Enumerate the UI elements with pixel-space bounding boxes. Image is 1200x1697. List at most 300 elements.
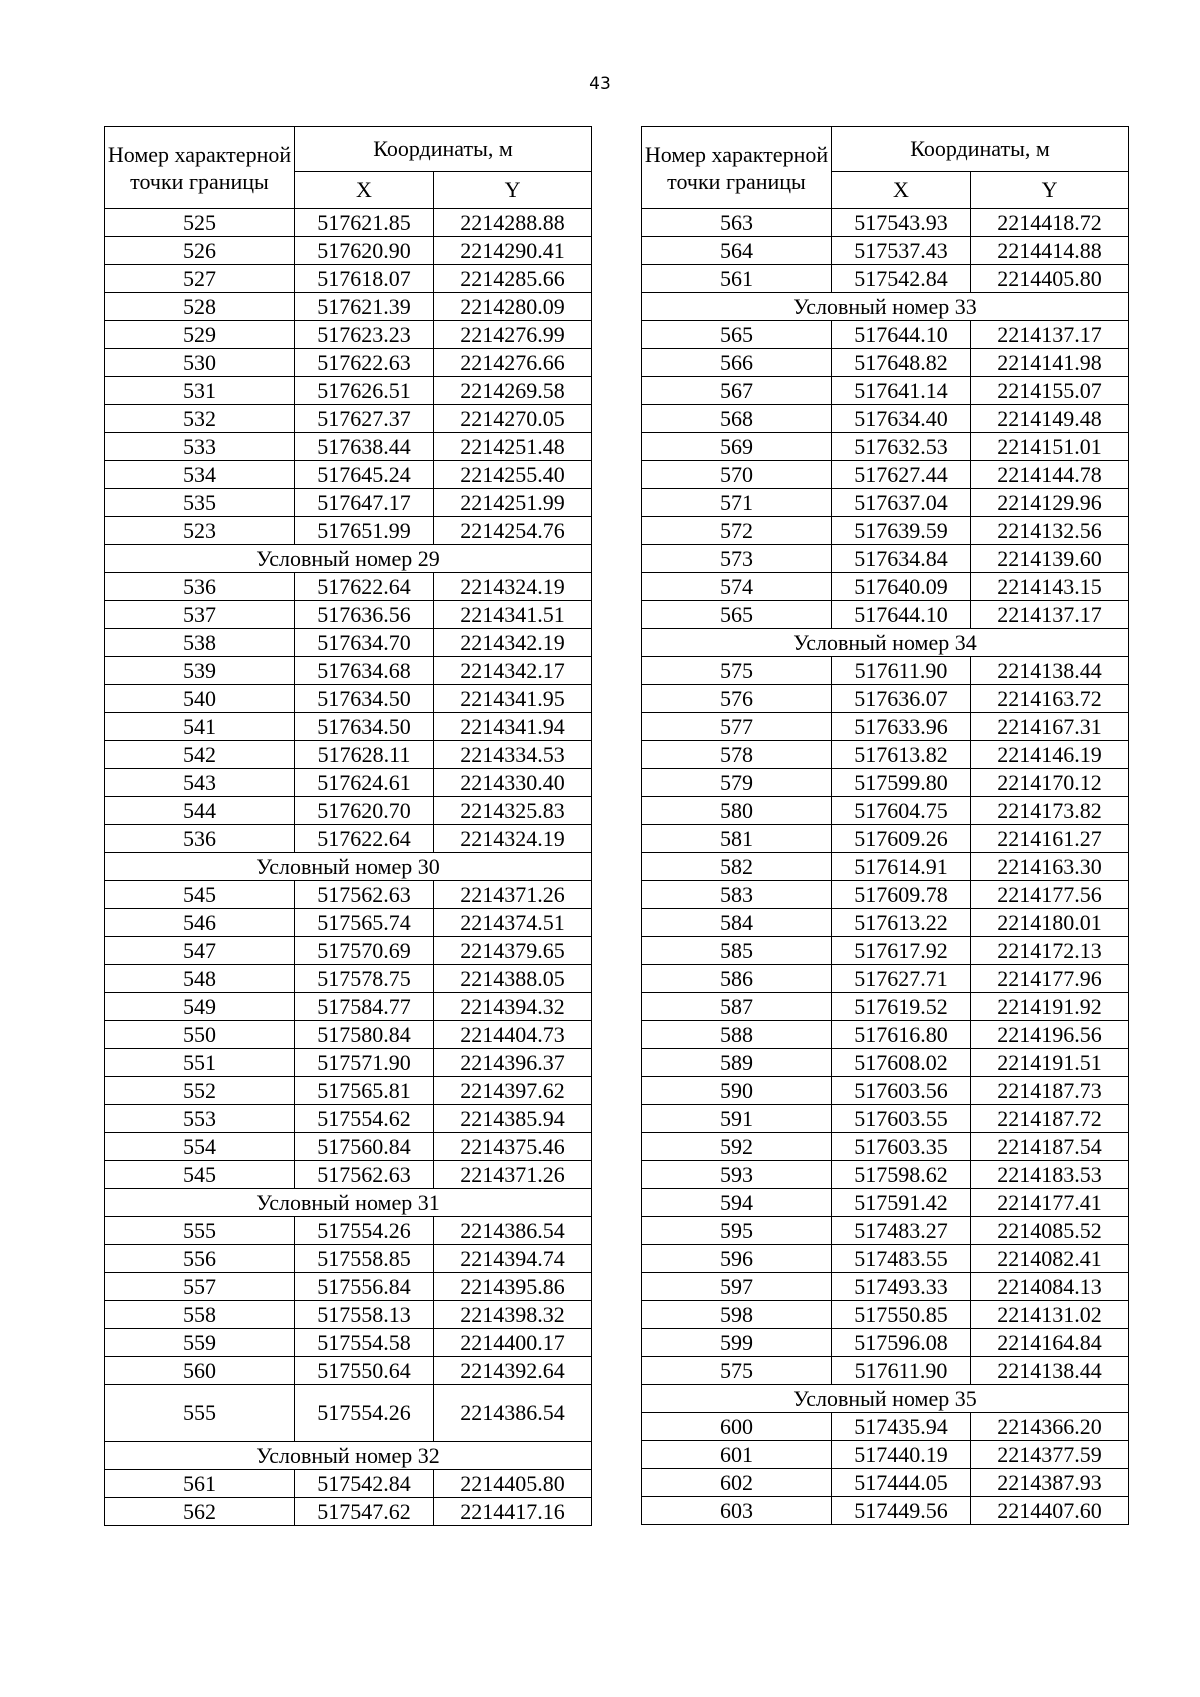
x-coordinate-cell: 517617.92: [832, 937, 971, 965]
x-coordinate-cell: 517622.64: [295, 573, 434, 601]
point-number-cell: 575: [642, 657, 832, 685]
point-number-cell: 537: [105, 601, 295, 629]
y-coordinate-cell: 2214418.72: [971, 209, 1129, 237]
table-row: [105, 1357, 592, 1385]
x-coordinate-cell: 517598.62: [832, 1161, 971, 1189]
table-row: [105, 1329, 592, 1357]
section-row: [642, 293, 1129, 321]
x-coordinate-cell: 517620.70: [295, 797, 434, 825]
y-coordinate-cell: 2214379.65: [434, 937, 592, 965]
y-coordinate-cell: 2214137.17: [971, 601, 1129, 629]
table-row: [642, 1189, 1129, 1217]
point-number-cell: 555: [105, 1385, 295, 1442]
section-label: Условный номер 29: [105, 545, 592, 573]
point-number-cell: 539: [105, 657, 295, 685]
table-row: [105, 265, 592, 293]
y-coordinate-cell: 2214149.48: [971, 405, 1129, 433]
x-coordinate-cell: 517647.17: [295, 489, 434, 517]
table-row: [642, 1077, 1129, 1105]
y-coordinate-cell: 2214404.73: [434, 1021, 592, 1049]
table-row: [105, 405, 592, 433]
table-row: [642, 1161, 1129, 1189]
y-coordinate-cell: 2214132.56: [971, 517, 1129, 545]
header-point-number: Номер характерной точки границы: [105, 127, 295, 209]
point-number-cell: 572: [642, 517, 832, 545]
table-row: [642, 685, 1129, 713]
y-coordinate-cell: 2214324.19: [434, 573, 592, 601]
x-coordinate-cell: 517565.81: [295, 1077, 434, 1105]
table-row: [642, 489, 1129, 517]
point-number-cell: 532: [105, 405, 295, 433]
point-number-cell: 535: [105, 489, 295, 517]
point-number-cell: 579: [642, 769, 832, 797]
page-number: 43: [589, 74, 611, 94]
x-coordinate-cell: 517596.08: [832, 1329, 971, 1357]
table-row: [105, 349, 592, 377]
y-coordinate-cell: 2214397.62: [434, 1077, 592, 1105]
x-coordinate-cell: 517440.19: [832, 1441, 971, 1469]
point-number-cell: 554: [105, 1133, 295, 1161]
x-coordinate-cell: 517444.05: [832, 1469, 971, 1497]
table-row: [105, 1217, 592, 1245]
y-coordinate-cell: 2214191.51: [971, 1049, 1129, 1077]
point-number-cell: 543: [105, 769, 295, 797]
point-number-cell: 567: [642, 377, 832, 405]
point-number-cell: 559: [105, 1329, 295, 1357]
table-row: [105, 937, 592, 965]
point-number-cell: 601: [642, 1441, 832, 1469]
point-number-cell: 564: [642, 237, 832, 265]
header-coordinates: Координаты, м: [832, 127, 1129, 172]
section-row: [105, 1189, 592, 1217]
point-number-cell: 557: [105, 1273, 295, 1301]
y-coordinate-cell: 2214414.88: [971, 237, 1129, 265]
y-coordinate-cell: 2214139.60: [971, 545, 1129, 573]
y-coordinate-cell: 2214196.56: [971, 1021, 1129, 1049]
table-row: [105, 741, 592, 769]
table-row: [642, 769, 1129, 797]
y-coordinate-cell: 2214131.02: [971, 1301, 1129, 1329]
x-coordinate-cell: 517558.13: [295, 1301, 434, 1329]
table-row: [105, 1385, 592, 1442]
table-row: [105, 1161, 592, 1189]
y-coordinate-cell: 2214400.17: [434, 1329, 592, 1357]
y-coordinate-cell: 2214342.19: [434, 629, 592, 657]
y-coordinate-cell: 2214085.52: [971, 1217, 1129, 1245]
point-number-cell: 582: [642, 853, 832, 881]
x-coordinate-cell: 517449.56: [832, 1497, 971, 1525]
table-row: [642, 1049, 1129, 1077]
table-row: [642, 909, 1129, 937]
table-row: [105, 713, 592, 741]
point-number-cell: 541: [105, 713, 295, 741]
x-coordinate-cell: 517542.84: [832, 265, 971, 293]
x-coordinate-cell: 517604.75: [832, 797, 971, 825]
x-coordinate-cell: 517621.39: [295, 293, 434, 321]
y-coordinate-cell: 2214341.94: [434, 713, 592, 741]
x-coordinate-cell: 517554.62: [295, 1105, 434, 1133]
point-number-cell: 576: [642, 685, 832, 713]
point-number-cell: 575: [642, 1357, 832, 1385]
y-coordinate-cell: 2214163.72: [971, 685, 1129, 713]
x-coordinate-cell: 517633.96: [832, 713, 971, 741]
table-row: [105, 601, 592, 629]
point-number-cell: 538: [105, 629, 295, 657]
table-row: [105, 237, 592, 265]
y-coordinate-cell: 2214375.46: [434, 1133, 592, 1161]
table-row: [642, 937, 1129, 965]
x-coordinate-cell: 517627.71: [832, 965, 971, 993]
x-coordinate-cell: 517483.27: [832, 1217, 971, 1245]
y-coordinate-cell: 2214180.01: [971, 909, 1129, 937]
y-coordinate-cell: 2214187.73: [971, 1077, 1129, 1105]
table-row: [642, 741, 1129, 769]
x-coordinate-cell: 517580.84: [295, 1021, 434, 1049]
table-row: [642, 1105, 1129, 1133]
x-coordinate-cell: 517651.99: [295, 517, 434, 545]
point-number-cell: 565: [642, 601, 832, 629]
x-coordinate-cell: 517621.85: [295, 209, 434, 237]
table-row: [642, 825, 1129, 853]
x-coordinate-cell: 517619.52: [832, 993, 971, 1021]
table-row: [105, 461, 592, 489]
y-coordinate-cell: 2214394.32: [434, 993, 592, 1021]
y-coordinate-cell: 2214141.98: [971, 349, 1129, 377]
point-number-cell: 536: [105, 573, 295, 601]
point-number-cell: 602: [642, 1469, 832, 1497]
point-number-cell: 545: [105, 1161, 295, 1189]
y-coordinate-cell: 2214387.93: [971, 1469, 1129, 1497]
y-coordinate-cell: 2214334.53: [434, 741, 592, 769]
point-number-cell: 530: [105, 349, 295, 377]
point-number-cell: 577: [642, 713, 832, 741]
point-number-cell: 547: [105, 937, 295, 965]
header-x: X: [832, 172, 971, 209]
table-row: [105, 1301, 592, 1329]
table-row: [105, 1470, 592, 1498]
point-number-cell: 600: [642, 1413, 832, 1441]
point-number-cell: 550: [105, 1021, 295, 1049]
section-label: Условный номер 32: [105, 1442, 592, 1470]
y-coordinate-cell: 2214138.44: [971, 657, 1129, 685]
x-coordinate-cell: 517603.55: [832, 1105, 971, 1133]
section-label: Условный номер 34: [642, 629, 1129, 657]
y-coordinate-cell: 2214163.30: [971, 853, 1129, 881]
point-number-cell: 603: [642, 1497, 832, 1525]
point-number-cell: 578: [642, 741, 832, 769]
table-row: [105, 293, 592, 321]
point-number-cell: 590: [642, 1077, 832, 1105]
point-number-cell: 552: [105, 1077, 295, 1105]
y-coordinate-cell: 2214187.54: [971, 1133, 1129, 1161]
table-row: [642, 237, 1129, 265]
point-number-cell: 553: [105, 1105, 295, 1133]
y-coordinate-cell: 2214386.54: [434, 1385, 592, 1442]
point-number-cell: 580: [642, 797, 832, 825]
point-number-cell: 551: [105, 1049, 295, 1077]
point-number-cell: 571: [642, 489, 832, 517]
point-number-cell: 536: [105, 825, 295, 853]
point-number-cell: 585: [642, 937, 832, 965]
x-coordinate-cell: 517641.14: [832, 377, 971, 405]
x-coordinate-cell: 517556.84: [295, 1273, 434, 1301]
point-number-cell: 592: [642, 1133, 832, 1161]
y-coordinate-cell: 2214164.84: [971, 1329, 1129, 1357]
x-coordinate-cell: 517603.35: [832, 1133, 971, 1161]
x-coordinate-cell: 517542.84: [295, 1470, 434, 1498]
y-coordinate-cell: 2214280.09: [434, 293, 592, 321]
point-number-cell: 534: [105, 461, 295, 489]
point-number-cell: 531: [105, 377, 295, 405]
section-row: [642, 1385, 1129, 1413]
y-coordinate-cell: 2214276.99: [434, 321, 592, 349]
table-row: [105, 1049, 592, 1077]
point-number-cell: 561: [642, 265, 832, 293]
table-row: [105, 377, 592, 405]
y-coordinate-cell: 2214341.95: [434, 685, 592, 713]
table-row: [642, 1357, 1129, 1385]
table-row: [642, 209, 1129, 237]
section-row: [642, 629, 1129, 657]
point-number-cell: 596: [642, 1245, 832, 1273]
section-row: [105, 1442, 592, 1470]
y-coordinate-cell: 2214385.94: [434, 1105, 592, 1133]
table-row: [642, 377, 1129, 405]
x-coordinate-cell: 517611.90: [832, 657, 971, 685]
section-label: Условный номер 33: [642, 293, 1129, 321]
y-coordinate-cell: 2214371.26: [434, 1161, 592, 1189]
point-number-cell: 523: [105, 517, 295, 545]
point-number-cell: 591: [642, 1105, 832, 1133]
y-coordinate-cell: 2214143.15: [971, 573, 1129, 601]
point-number-cell: 583: [642, 881, 832, 909]
point-number-cell: 544: [105, 797, 295, 825]
point-number-cell: 549: [105, 993, 295, 1021]
point-number-cell: 569: [642, 433, 832, 461]
table-row: [105, 909, 592, 937]
point-number-cell: 545: [105, 881, 295, 909]
point-number-cell: 597: [642, 1273, 832, 1301]
y-coordinate-cell: 2214177.41: [971, 1189, 1129, 1217]
y-coordinate-cell: 2214183.53: [971, 1161, 1129, 1189]
x-coordinate-cell: 517622.64: [295, 825, 434, 853]
x-coordinate-cell: 517609.78: [832, 881, 971, 909]
table-row: [105, 1021, 592, 1049]
point-number-cell: 525: [105, 209, 295, 237]
x-coordinate-cell: 517632.53: [832, 433, 971, 461]
point-number-cell: 599: [642, 1329, 832, 1357]
point-number-cell: 527: [105, 265, 295, 293]
point-number-cell: 529: [105, 321, 295, 349]
header-y: Y: [971, 172, 1129, 209]
point-number-cell: 595: [642, 1217, 832, 1245]
point-number-cell: 546: [105, 909, 295, 937]
y-coordinate-cell: 2214388.05: [434, 965, 592, 993]
point-number-cell: 556: [105, 1245, 295, 1273]
point-number-cell: 558: [105, 1301, 295, 1329]
x-coordinate-cell: 517627.44: [832, 461, 971, 489]
y-coordinate-cell: 2214405.80: [971, 265, 1129, 293]
table-row: [642, 1021, 1129, 1049]
point-number-cell: 562: [105, 1498, 295, 1526]
table-row: [105, 685, 592, 713]
header-y: Y: [434, 172, 592, 209]
y-coordinate-cell: 2214394.74: [434, 1245, 592, 1273]
x-coordinate-cell: 517638.44: [295, 433, 434, 461]
y-coordinate-cell: 2214161.27: [971, 825, 1129, 853]
point-number-cell: 593: [642, 1161, 832, 1189]
x-coordinate-cell: 517562.63: [295, 881, 434, 909]
point-number-cell: 589: [642, 1049, 832, 1077]
table-row: [642, 349, 1129, 377]
table-row: [105, 881, 592, 909]
y-coordinate-cell: 2214151.01: [971, 433, 1129, 461]
y-coordinate-cell: 2214395.86: [434, 1273, 592, 1301]
section-label: Условный номер 31: [105, 1189, 592, 1217]
x-coordinate-cell: 517627.37: [295, 405, 434, 433]
table-row: [105, 1498, 592, 1526]
y-coordinate-cell: 2214398.32: [434, 1301, 592, 1329]
point-number-cell: 568: [642, 405, 832, 433]
point-number-cell: 581: [642, 825, 832, 853]
point-number-cell: 594: [642, 1189, 832, 1217]
table-row: [105, 573, 592, 601]
table-row: [642, 405, 1129, 433]
table-row: [105, 1077, 592, 1105]
table-row: [642, 657, 1129, 685]
table-row: [642, 1497, 1129, 1525]
y-coordinate-cell: 2214191.92: [971, 993, 1129, 1021]
point-number-cell: 565: [642, 321, 832, 349]
y-coordinate-cell: 2214269.58: [434, 377, 592, 405]
x-coordinate-cell: 517611.90: [832, 1357, 971, 1385]
x-coordinate-cell: 517537.43: [832, 237, 971, 265]
point-number-cell: 542: [105, 741, 295, 769]
y-coordinate-cell: 2214082.41: [971, 1245, 1129, 1273]
x-coordinate-cell: 517622.63: [295, 349, 434, 377]
point-number-cell: 588: [642, 1021, 832, 1049]
y-coordinate-cell: 2214255.40: [434, 461, 592, 489]
x-coordinate-cell: 517613.82: [832, 741, 971, 769]
table-row: [105, 965, 592, 993]
y-coordinate-cell: 2214288.88: [434, 209, 592, 237]
x-coordinate-cell: 517614.91: [832, 853, 971, 881]
x-coordinate-cell: 517634.40: [832, 405, 971, 433]
x-coordinate-cell: 517618.07: [295, 265, 434, 293]
section-label: Условный номер 30: [105, 853, 592, 881]
y-coordinate-cell: 2214371.26: [434, 881, 592, 909]
y-coordinate-cell: 2214374.51: [434, 909, 592, 937]
table-row: [642, 573, 1129, 601]
x-coordinate-cell: 517603.56: [832, 1077, 971, 1105]
y-coordinate-cell: 2214170.12: [971, 769, 1129, 797]
x-coordinate-cell: 517554.26: [295, 1385, 434, 1442]
y-coordinate-cell: 2214177.56: [971, 881, 1129, 909]
header-x: X: [295, 172, 434, 209]
x-coordinate-cell: 517634.70: [295, 629, 434, 657]
x-coordinate-cell: 517634.50: [295, 713, 434, 741]
table-row: [642, 545, 1129, 573]
x-coordinate-cell: 517570.69: [295, 937, 434, 965]
x-coordinate-cell: 517644.10: [832, 601, 971, 629]
x-coordinate-cell: 517609.26: [832, 825, 971, 853]
x-coordinate-cell: 517554.26: [295, 1217, 434, 1245]
x-coordinate-cell: 517634.50: [295, 685, 434, 713]
table-row: [105, 797, 592, 825]
coordinates-table-left: [104, 126, 592, 1526]
y-coordinate-cell: 2214290.41: [434, 237, 592, 265]
x-coordinate-cell: 517578.75: [295, 965, 434, 993]
point-number-cell: 548: [105, 965, 295, 993]
point-number-cell: 528: [105, 293, 295, 321]
table-row: [642, 433, 1129, 461]
section-row: [105, 545, 592, 573]
table-row: [105, 433, 592, 461]
point-number-cell: 566: [642, 349, 832, 377]
x-coordinate-cell: 517636.07: [832, 685, 971, 713]
section-row: [105, 853, 592, 881]
table-body-left: [105, 209, 592, 1526]
x-coordinate-cell: 517640.09: [832, 573, 971, 601]
x-coordinate-cell: 517626.51: [295, 377, 434, 405]
table-row: [642, 1245, 1129, 1273]
table-row: [105, 657, 592, 685]
y-coordinate-cell: 2214396.37: [434, 1049, 592, 1077]
table-row: [105, 629, 592, 657]
y-coordinate-cell: 2214330.40: [434, 769, 592, 797]
y-coordinate-cell: 2214155.07: [971, 377, 1129, 405]
y-coordinate-cell: 2214173.82: [971, 797, 1129, 825]
table-row: [642, 265, 1129, 293]
x-coordinate-cell: 517637.04: [832, 489, 971, 517]
point-number-cell: 587: [642, 993, 832, 1021]
y-coordinate-cell: 2214341.51: [434, 601, 592, 629]
table-row: [105, 1133, 592, 1161]
table-row: [642, 881, 1129, 909]
x-coordinate-cell: 517550.85: [832, 1301, 971, 1329]
table-row: [642, 1469, 1129, 1497]
y-coordinate-cell: 2214144.78: [971, 461, 1129, 489]
table-row: [105, 1245, 592, 1273]
table-row: [105, 1105, 592, 1133]
y-coordinate-cell: 2214325.83: [434, 797, 592, 825]
point-number-cell: 574: [642, 573, 832, 601]
x-coordinate-cell: 517558.85: [295, 1245, 434, 1273]
x-coordinate-cell: 517620.90: [295, 237, 434, 265]
table-row: [642, 601, 1129, 629]
point-number-cell: 560: [105, 1357, 295, 1385]
table-row: [105, 489, 592, 517]
point-number-cell: 573: [642, 545, 832, 573]
y-coordinate-cell: 2214342.17: [434, 657, 592, 685]
point-number-cell: 598: [642, 1301, 832, 1329]
point-number-cell: 586: [642, 965, 832, 993]
y-coordinate-cell: 2214366.20: [971, 1413, 1129, 1441]
y-coordinate-cell: 2214270.05: [434, 405, 592, 433]
y-coordinate-cell: 2214251.99: [434, 489, 592, 517]
table-row: [105, 769, 592, 797]
x-coordinate-cell: 517634.84: [832, 545, 971, 573]
x-coordinate-cell: 517435.94: [832, 1413, 971, 1441]
y-coordinate-cell: 2214276.66: [434, 349, 592, 377]
table-row: [105, 825, 592, 853]
x-coordinate-cell: 517645.24: [295, 461, 434, 489]
y-coordinate-cell: 2214392.64: [434, 1357, 592, 1385]
y-coordinate-cell: 2214177.96: [971, 965, 1129, 993]
point-number-cell: 584: [642, 909, 832, 937]
x-coordinate-cell: 517644.10: [832, 321, 971, 349]
x-coordinate-cell: 517634.68: [295, 657, 434, 685]
